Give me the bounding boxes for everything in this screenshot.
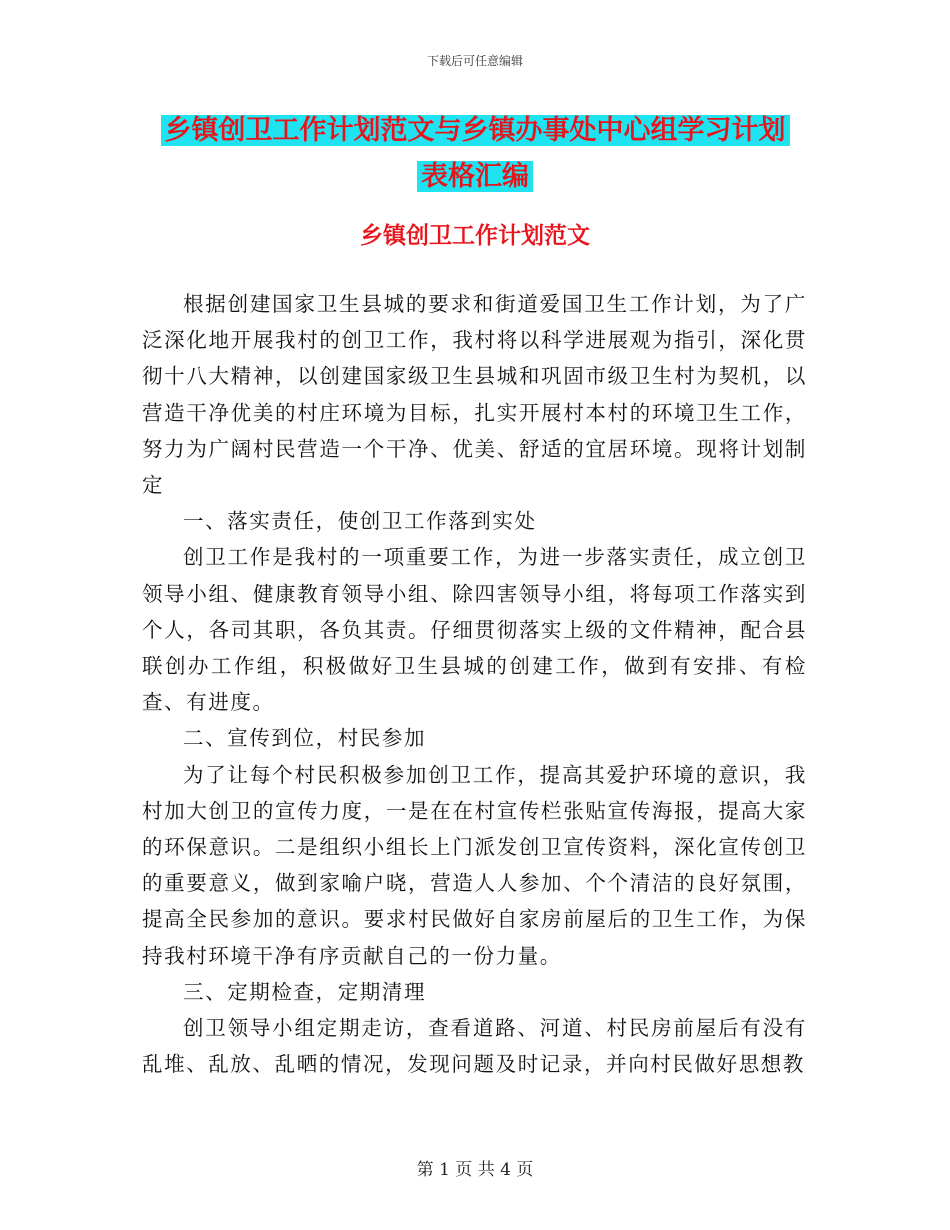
header-note: 下载后可任意编辑 [426, 54, 523, 68]
heading-1: 一、落实责任，使创卫工作落到实处 [183, 509, 537, 534]
page-footer: 第 1 页 共 4 页 [416, 1160, 534, 1180]
document-body [142, 286, 807, 1082]
heading-3: 三、定期检查，定期清理 [183, 979, 427, 1004]
paragraph-3: 创卫领导小组定期走访，查看道路、河道、村民房前屋后有没有乱堆、乱放、乱晒的情况，发现问题及时记录，并向村民做好思想教 [142, 1016, 807, 1077]
heading-2: 二、宣传到位，村民参加 [183, 726, 427, 751]
paragraph-1: 创卫工作是我村的一项重要工作，为进一步落实责任，成立创卫领导小组、健康教育领导小组、除四害领导小组，将每项工作落实到个人，各司其职，各负其责。仔细贯彻落实上级的文件精神，配合县联创办工作组，积极做好卫生县城的创建工作，做到有安排、有检查、有进度。 [142, 545, 807, 715]
paragraph-intro: 根据创建国家卫生县城的要求和街道爱国卫生工作计划，为了广泛深化地开展我村的创卫工作，我村将以科学进展观为指引，深化贯彻十八大精神，以创建国家级卫生县城和巩固市级卫生村为契机，以营造干净优美的村庄环境为目标，扎实开展村本村的环境卫生工作，努力为广阔村民营造一个干净、优美、舒适的宜居环境。现将计划制定 [142, 292, 807, 498]
document-title-line-1: 乡镇创卫工作计划范文与乡镇办事处中心组学习计划 [161, 115, 790, 146]
section-title: 乡镇创卫工作计划范文 [360, 223, 590, 249]
paragraph-2: 为了让每个村民积极参加创卫工作，提高其爱护环境的意识，我村加大创卫的宣传力度，一是在在村宣传栏张贴宣传海报，提高大家的环保意识。二是组织小组长上门派发创卫宣传资料，深化宣传创卫的重要意义，做到家喻户晓，营造人人参加、个个清洁的良好氛围，提高全民参加的意识。要求村民做好自家房前屋后的卫生工作，为保持我村环境干净有序贡献自己的一份力量。 [142, 762, 807, 968]
document-title-line-2: 表格汇编 [417, 161, 533, 192]
document-title [0, 108, 950, 200]
